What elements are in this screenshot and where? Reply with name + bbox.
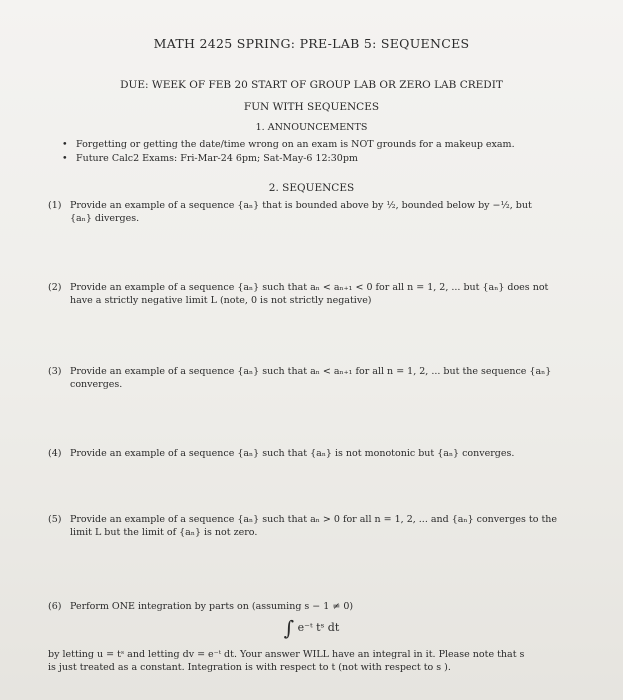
question-number: (6) [48, 601, 62, 612]
integral-sign: ∫ [283, 616, 295, 640]
question-6 [48, 600, 608, 613]
question-text: converges. [70, 379, 123, 390]
question-text: is just treated as a constant. Integration is with respect to t (not with respect to s ). [48, 662, 451, 673]
section-heading-sequences: 2. SEQUENCES [268, 182, 355, 194]
question-text: have a strictly negative limit L (note, 0 is not strictly negative) [70, 295, 372, 306]
question-text: Provide an example of a sequence {aₙ} that is bounded above by ½, bounded below by −½, but [70, 200, 532, 211]
question-number: (2) [48, 282, 62, 293]
question-number: (5) [48, 514, 62, 525]
integral-expression [0, 616, 623, 640]
question-number: (1) [48, 200, 62, 211]
question-5 [48, 513, 608, 539]
question-text: Provide an example of a sequence {aₙ} such that aₙ < aₙ₊₁ < 0 for all n = 1, 2, ... but {aₙ} does not [70, 282, 549, 293]
question-1 [48, 199, 608, 225]
announcement-list [62, 138, 515, 166]
announcement-item [62, 138, 515, 152]
question-4 [48, 447, 608, 460]
question-text: limit L but the limit of {aₙ} is not zero. [70, 527, 258, 538]
bullet-icon: • [62, 139, 68, 150]
integrand: e⁻ᵗ tˢ dt [297, 621, 340, 634]
due-line: DUE: WEEK OF FEB 20 START OF GROUP LAB OR ZERO LAB CREDIT [120, 79, 503, 91]
question-text: {aₙ} diverges. [70, 213, 140, 224]
question-3 [48, 365, 608, 391]
subtitle: FUN WITH SEQUENCES [243, 101, 380, 113]
question-2 [48, 281, 608, 307]
question-text: by letting u = tˢ and letting dv = e⁻ᵗ dt. Your answer WILL have an integral in it. Please note that s [48, 649, 525, 660]
announcement-text: Forgetting or getting the date/time wrong on an exam is NOT grounds for a makeup exam. [76, 139, 515, 150]
announcement-text: Future Calc2 Exams: Fri-Mar-24 6pm; Sat-May-6 12:30pm [76, 153, 358, 164]
question-text: Provide an example of a sequence {aₙ} such that {aₙ} is not monotonic but {aₙ} converges. [70, 448, 515, 459]
section-heading-announcements: 1. ANNOUNCEMENTS [255, 122, 368, 133]
question-number: (4) [48, 448, 62, 459]
bullet-icon: • [62, 153, 68, 164]
question-number: (3) [48, 366, 62, 377]
question-text: Perform ONE integration by parts on (assuming s − 1 ≠ 0) [70, 601, 354, 612]
question-text: Provide an example of a sequence {aₙ} such that aₙ < aₙ₊₁ for all n = 1, 2, ... but the sequence {aₙ} [70, 366, 552, 377]
question-6-details [48, 648, 608, 674]
question-text: Provide an example of a sequence {aₙ} such that aₙ > 0 for all n = 1, 2, ... and {aₙ} converges to the [70, 514, 558, 525]
page-title: MATH 2425 SPRING: PRE-LAB 5: SEQUENCES [153, 36, 470, 51]
announcement-item [62, 152, 515, 166]
